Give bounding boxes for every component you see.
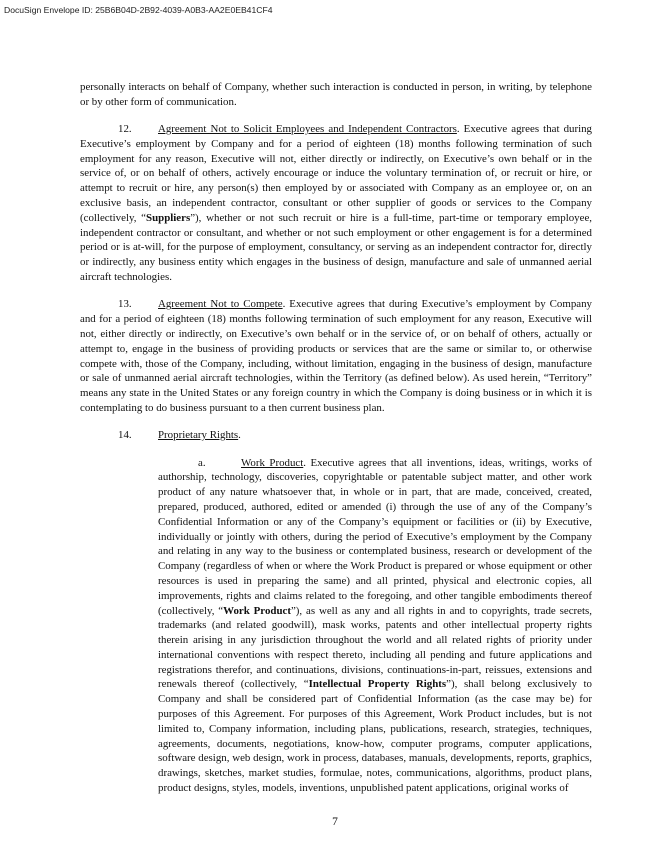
section-title: Proprietary Rights bbox=[158, 429, 239, 442]
section-title-end: . bbox=[238, 429, 241, 442]
subsection-number: a. bbox=[198, 456, 206, 469]
defined-term: Suppliers bbox=[146, 211, 191, 224]
subsection-body: . Executive agrees that all inventions, ideas, writings, works of authorship, technology, discoveries, copyrightable or patentable subject matter, and other work product of any nature whatsoever that, in whole or in part, that are made, conceived, created, prepared, produced, authored, edited or amended (i) through the use of any of the Company’s Confidential Information or any of the Company’s equipment or facilities or (ii) by Executive, individually or jointly with others, during the period of Executive’s employment by the Company and relating in any way to the business or contemplated business, research or development of the Company (regardless of when or where the Work Product is prepared or whose equipment or other resources is used in preparing the same) and all printed, physical and electronic copies, all improvements, rights and claims related to the foregoing, and other tangible embodiments thereof (collectively, “ bbox=[158, 456, 592, 617]
document-body bbox=[80, 80, 592, 796]
section-number: 14. bbox=[118, 429, 132, 442]
defined-term: Work Product bbox=[223, 604, 291, 617]
docusign-envelope-id: DocuSign Envelope ID: 25B6B04D-2B92-4039-A0B3-AA2E0EB41CF4 bbox=[4, 5, 273, 15]
defined-term: Intellectual Property Rights bbox=[308, 678, 447, 691]
section-12-non-solicitation bbox=[80, 122, 592, 285]
section-number: 12. bbox=[118, 123, 132, 136]
section-body: . Executive agrees that during Executive’s employment by Company and for a period of eighteen (18) months following termination of such employment for any reason, Executive will not, either directly or indirectly, on Executive’s own behalf or in the service of, or on behalf of others, actively encourage or induce the voluntary termination of, or recruit or hire, or attempt to recruit or hire, any person(s) then employed by or associated with Company as an employee or, on an exclusive basis, an independent contractor, consultant or other supplier of goods or services to the Company (collectively, “ bbox=[80, 123, 592, 224]
subsection-body: ”), as well as any and all rights in and to copyrights, trade secrets, trademarks (and related goodwill), mask works, patents and other intellectual property rights therein arising in any jurisdiction throughout the world and all related rights of priority under international conventions with respect thereto, including all pending and future applications and registrations therefor, and continuations, divisions, continuations-in-part, reissues, extensions and renewals thereof (collectively, “ bbox=[158, 604, 592, 691]
section-13-non-compete bbox=[80, 297, 592, 415]
continuation-paragraph: personally interacts on behalf of Company, whether such interaction is conducted in person, in writing, by telephone or by other form of communication. bbox=[80, 81, 592, 108]
section-title: Agreement Not to Compete bbox=[158, 298, 283, 311]
subsection-a-work-product bbox=[80, 456, 592, 796]
section-title: Agreement Not to Solicit Employees and Independent Contractors bbox=[158, 123, 457, 136]
section-14-heading bbox=[80, 428, 592, 443]
section-body: . Executive agrees that during Executive’s employment by Company and for a period of eighteen (18) months following termination of such employment for any reason, Executive will not, either directly or indirectly, on Executive’s own behalf or in the service of, or on behalf of others, actually or attempt to, engage in the business of providing products or services that are the same or similar to, or otherwise compete with, those of the Company, including, without limitation, engaging in the business of design, manufacture or sale of unmanned aerial aircraft technologies, within the Territory (as defined below). As used herein, “Territory” means any state in the United States or any foreign country in which the Company is doing business or in which it is contemplating to do business pursuant to a then current business plan. bbox=[80, 298, 593, 414]
page-number: 7 bbox=[332, 816, 338, 828]
section-body: ”), whether or not such recruit or hire is a full-time, part-time or temporary employee, independent contractor or consultant, and whether or not such employment or other engagement is for a determined period or is at-will, for the purpose of employment, consultancy, or serving as an independent contractor for, directly or indirectly, any business entity which engages in the business of design, manufacture and sale of unmanned aerial aircraft technologies. bbox=[80, 211, 592, 284]
subsection-body: ”), shall belong exclusively to Company and shall be considered part of Confidential Information (as the case may be) for purposes of this Agreement. For purposes of this Agreement, Work Product includes, but is not limited to, Company information, including plans, publications, research, strategies, techniques, agreements, documents, negotiations, know-how, computer programs, computer applications, software design, web design, work in process, databases, manuals, developments, reports, graphics, drawings, sketches, market studies, formulae, notes, communications, algorithms, product plans, product designs, styles, models, inventions, unpublished patent applications, original works of bbox=[158, 678, 592, 795]
section-number: 13. bbox=[118, 298, 132, 311]
subsection-title: Work Product bbox=[241, 456, 304, 469]
